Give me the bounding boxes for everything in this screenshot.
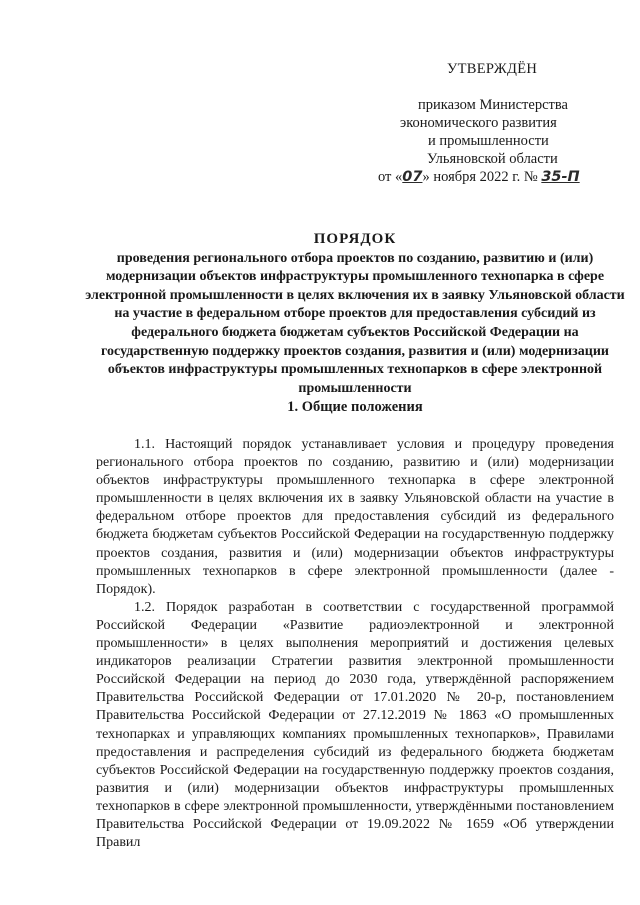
date-prefix: от « (378, 169, 403, 185)
approval-line-industry: и промышленности (428, 133, 549, 149)
paragraph-1-2: 1.2. Порядок разработан в соответствии с государственной программой Российской Федерации «Развитие радиоэлектронной и электронной промышленности» в целях выполнения мероприятий и достижения целевых индикаторов реализации Стратегии развития электронной промышленности Российской Федерации на период до 2030 года, утверждённой распоряжением Правительства Российской Федерации от 17.01.2020 № 20-р, постановлением Правительства Российской Федерации от 27.12.2019 № 1863 «О промышленных технопарках и управляющих компаниях промышленных технопарков», Правилами предоставления и распределения субсидий из федерального бюджета бюджетам субъектов Российской Федерации на государственную поддержку проектов создания, развития и (или) модернизации объектов инфраструктуры промышленных технопарков в сфере электронной промышленности, утверждёнными постановлением Правительства Российской Федерации от 19.09.2022 № 1659 «Об утверждении Правил (96, 599, 614, 851)
document-title: ПОРЯДОК (313, 231, 397, 247)
document-title-block (80, 230, 630, 398)
section-heading: 1. Общие положения (287, 399, 423, 415)
approval-line-ministry: экономического развития (400, 115, 557, 131)
approval-line-region: Ульяновской области (427, 151, 558, 167)
approval-heading: УТВЕРЖДЁН (447, 61, 538, 77)
approval-date-line (378, 168, 580, 186)
date-middle: » ноября 2022 г. № (422, 169, 542, 185)
handwritten-order-number: 35-П (541, 169, 580, 185)
paragraph-1-1: 1.1. Настоящий порядок устанавливает условия и процедуру проведения регионального отбора проектов по созданию, развитию и (или) модернизации объектов инфраструктуры промышленного технопарка в сфере электронной промышленности в целях включения их в заявку Ульяновской области на участие в федеральном отборе проектов для предоставления субсидий из федерального бюджета бюджетам субъектов Российской Федерации на государственную поддержку проектов создания, развития и (или) модернизации объектов инфраструктуры промышленных технопарков в сфере электронной промышленности (далее - Порядок). (96, 437, 614, 597)
document-body (96, 436, 614, 852)
document-subtitle: проведения регионального отбора проектов по созданию, развитию и (или) модернизации объектов инфраструктуры промышленного технопарка в сфере электронной промышленности в целях включения их в заявку Ульяновской области на участие в федеральном отборе проектов для предоставления субсидий из федерального бюджета бюджетам субъектов Российской Федерации на государственную поддержку проектов создания, развития и (или) модернизации объектов инфраструктуры промышленных технопарков в сфере электронной промышленности (85, 250, 625, 396)
approval-line-order: приказом Министерства (418, 97, 568, 113)
handwritten-day: 07 (402, 169, 423, 185)
